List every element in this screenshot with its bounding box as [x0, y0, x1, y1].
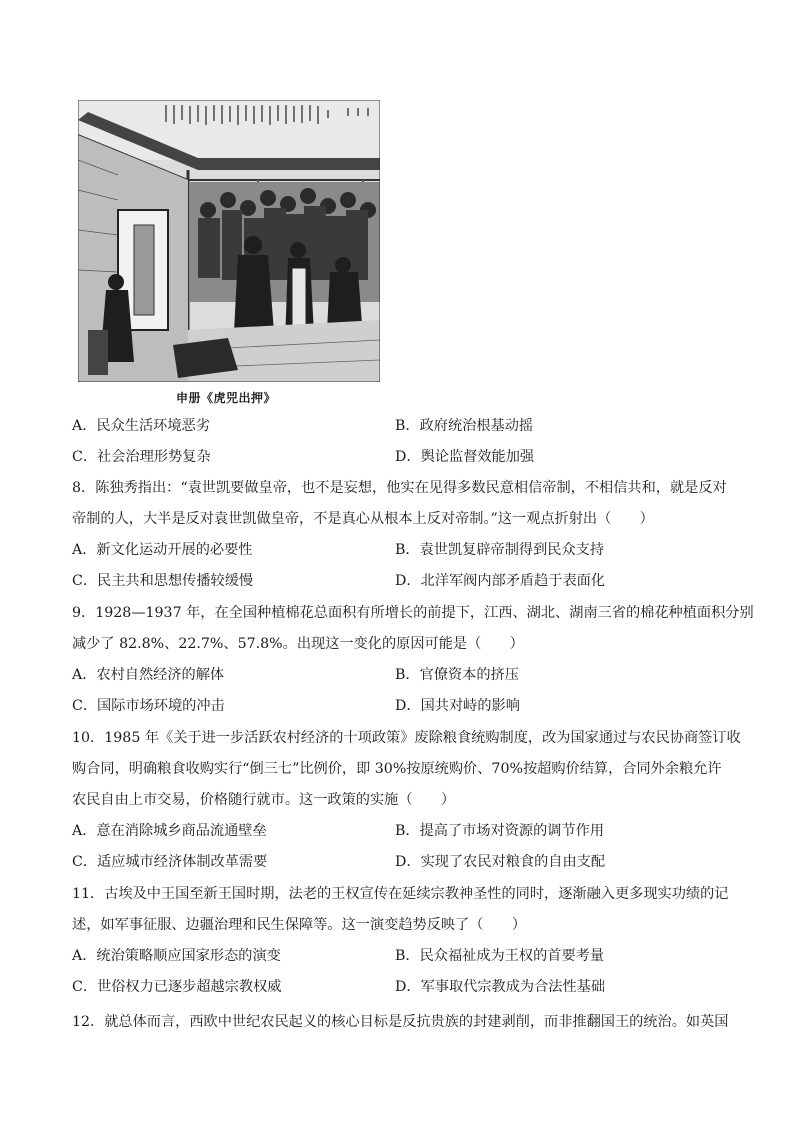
q7-option-a[interactable]: A．民众生活环境恶劣	[72, 418, 210, 434]
q9-option-b[interactable]: B．官僚资本的挤压	[395, 667, 519, 683]
q10-option-d[interactable]: D．实现了农民对粮食的自由支配	[395, 854, 606, 870]
q10-option-a[interactable]: A．意在消除城乡商品流通壁垒	[72, 823, 267, 839]
q11-option-d[interactable]: D．军事取代宗教成为合法性基础	[395, 979, 606, 995]
q8-option-b[interactable]: B．袁世凯复辟帝制得到民众支持	[395, 542, 605, 558]
q8-stem-line-1: 8．陈独秀指出：“袁世凯要做皇帝，也不是妄想，他实在见得多数民意相信帝制，不相信共和，就是反对	[72, 480, 727, 496]
q10-option-b[interactable]: B．提高了市场对资源的调节作用	[395, 823, 605, 839]
q11-stem-line-2: 述，如军事征服、边疆治理和民生保障等。这一演变趋势反映了（ ）	[72, 917, 527, 933]
q8-option-d[interactable]: D．北洋军阀内部矛盾趋于表面化	[395, 573, 606, 589]
q7-option-d[interactable]: D．舆论监督效能加强	[395, 449, 535, 465]
historical-illustration	[78, 100, 380, 382]
q7-option-c[interactable]: C．社会治理形势复杂	[72, 449, 211, 465]
q8-option-c[interactable]: C．民主共和思想传播较缓慢	[72, 573, 254, 589]
q12-stem-line-1: 12．就总体而言，西欧中世纪农民起义的核心目标是反抗贵族的封建剥削，而非推翻国王的统治。如英国	[72, 1014, 729, 1030]
q9-option-d[interactable]: D．国共对峙的影响	[395, 698, 520, 714]
q11-option-a[interactable]: A．统治策略顺应国家形态的演变	[72, 948, 281, 964]
q9-option-a[interactable]: A．农村自然经济的解体	[72, 667, 225, 683]
q8-option-a[interactable]: A．新文化运动开展的必要性	[72, 542, 253, 558]
q10-option-c[interactable]: C．适应城市经济体制改革需要	[72, 854, 268, 870]
figure-caption: 申册《虎兕出押》	[176, 391, 277, 405]
q9-option-c[interactable]: C．国际市场环境的冲击	[72, 698, 225, 714]
q10-stem-line-1: 10．1985 年《关于进一步活跃农村经济的十项政策》废除粮食统购制度，改为国家通过与农民协商签订收	[72, 730, 741, 746]
q10-stem-line-3: 农民自由上市交易，价格随行就市。这一政策的实施（ ）	[72, 792, 456, 808]
q9-stem-line-2: 减少了 82.8%、22.7%、57.8%。出现这一变化的原因可能是（ ）	[72, 636, 524, 652]
q11-option-c[interactable]: C．世俗权力已逐步超越宗教权威	[72, 979, 282, 995]
q9-stem-line-1: 9．1928—1937 年，在全国种植棉花总面积有所增长的前提下，江西、湖北、湖南三省的棉花种植面积分别	[72, 605, 754, 621]
q8-stem-line-2: 帝制的人，大半是反对袁世凯做皇帝，不是真心从根本上反对帝制。”这一观点折射出（ ）	[72, 511, 654, 527]
q7-option-b[interactable]: B．政府统治根基动摇	[395, 418, 534, 434]
q11-stem-line-1: 11．古埃及中王国至新王国时期，法老的王权宣传在延续宗教神圣性的同时，逐渐融入更多现实功绩的记	[72, 886, 729, 902]
q10-stem-line-2: 购合同，明确粮食收购实行“倒三七”比例价，即 30%按原统购价、70%按超购价结算，合同外余粮允许	[72, 761, 722, 777]
q11-option-b[interactable]: B．民众福祉成为王权的首要考量	[395, 948, 605, 964]
